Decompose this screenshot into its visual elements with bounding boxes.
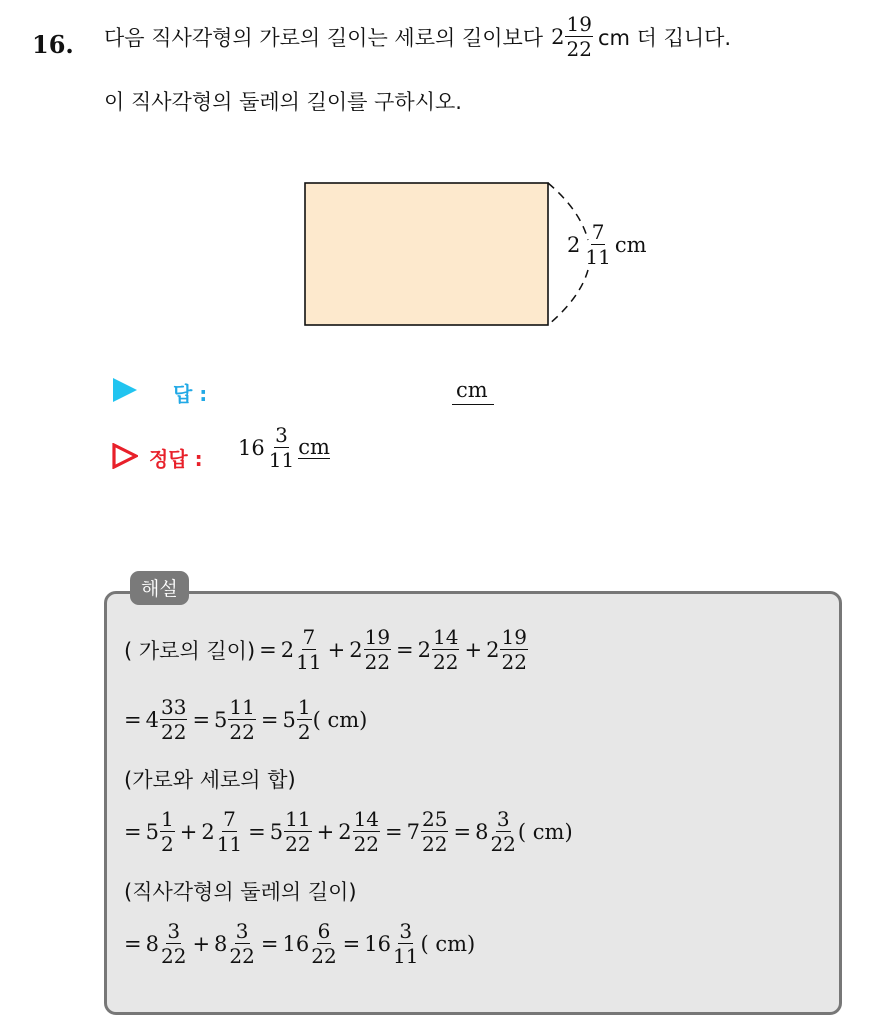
correct-value (238, 425, 330, 470)
numerator: 14 (433, 625, 459, 649)
solution-line-4 (124, 809, 573, 854)
solution-line-3: (가로와 세로의 합) (124, 768, 296, 792)
numerator: 3 (399, 919, 413, 943)
fraction (432, 627, 459, 672)
solution-line-6 (124, 921, 475, 966)
denominator: 22 (229, 944, 255, 968)
mixed-whole: 2 (201, 819, 215, 844)
mixed-whole: 2 (486, 637, 500, 662)
denominator: 22 (364, 650, 391, 674)
mixed-whole: 5 (269, 819, 284, 844)
question-number: 16. (32, 30, 74, 59)
mixed-whole: 16 (282, 931, 310, 956)
height-unit: cm (614, 232, 647, 257)
equals-sign: = (260, 707, 279, 732)
denominator: 11 (216, 832, 243, 856)
fraction (228, 697, 255, 742)
correct-fraction-numerator: 3 (275, 423, 288, 447)
mixed-whole: 8 (214, 931, 228, 956)
question-text-suffix: cm 더 깁니다. (597, 25, 732, 50)
plus-sign: + (316, 819, 335, 844)
numerator: 11 (285, 807, 311, 831)
equals-sign: = (342, 931, 361, 956)
height-fraction (584, 222, 611, 267)
numerator: 25 (422, 807, 448, 831)
numerator: 1 (297, 695, 311, 719)
equals-sign: = (385, 819, 403, 844)
unit-cm: ( cm) (420, 931, 476, 956)
height-brace-bottom (548, 270, 588, 325)
answer-arrow-icon (112, 377, 138, 403)
numerator: 1 (160, 807, 174, 831)
mixed-whole: 2 (417, 637, 432, 662)
denominator: 22 (490, 832, 516, 856)
fraction (297, 697, 312, 742)
numerator: 6 (317, 919, 331, 943)
fraction (284, 809, 311, 854)
equals-sign: = (453, 819, 472, 844)
mixed-whole: 5 (214, 707, 228, 732)
question-fraction (565, 14, 592, 59)
answer-unit: cm (456, 378, 488, 402)
fraction (295, 627, 322, 672)
unit-cm: ( cm) (517, 819, 573, 844)
equals-sign: = (124, 931, 142, 956)
solution-line-1 (124, 627, 529, 672)
mixed-whole: 2 (338, 819, 352, 844)
plus-sign: + (327, 637, 346, 662)
equals-sign: = (260, 931, 279, 956)
question-text-prefix: 다음 직사각형의 가로의 길이는 세로의 길이보다 (104, 25, 544, 50)
correct-unit: cm (298, 434, 330, 459)
numerator: 11 (229, 695, 255, 719)
equals-sign: = (248, 819, 266, 844)
question-fraction-numerator: 19 (566, 12, 592, 36)
mixed-whole: 2 (280, 637, 295, 662)
mixed-whole: 8 (475, 819, 489, 844)
mixed-whole: 2 (349, 637, 363, 662)
answer-label: 답 : (173, 382, 208, 406)
height-label (567, 222, 647, 267)
numerator: 3 (235, 919, 249, 943)
rectangle-figure (290, 170, 610, 340)
correct-whole: 16 (238, 435, 265, 460)
fraction (392, 921, 419, 966)
solution-l1-eq: = (259, 637, 277, 662)
fraction (364, 627, 391, 672)
mixed-whole: 4 (145, 707, 159, 732)
correct-fraction-denominator: 11 (268, 448, 295, 472)
equals-sign: = (124, 819, 142, 844)
numerator: 19 (364, 625, 391, 649)
mixed-whole: 16 (364, 931, 392, 956)
denominator: 2 (297, 720, 311, 744)
plus-sign: + (464, 637, 483, 662)
question-mixed-whole: 2 (551, 24, 565, 49)
mixed-whole: 8 (145, 931, 159, 956)
fraction (160, 697, 187, 742)
fraction (160, 921, 187, 966)
correct-label: 정답 : (149, 447, 203, 471)
denominator: 2 (160, 832, 174, 856)
unit-cm: ( cm) (312, 707, 368, 732)
height-whole: 2 (567, 232, 581, 257)
denominator: 11 (296, 650, 322, 674)
question-fraction-denominator: 22 (566, 37, 592, 61)
denominator: 22 (311, 944, 337, 968)
fraction (228, 921, 255, 966)
equals-sign: = (124, 707, 142, 732)
mixed-whole: 5 (282, 707, 296, 732)
solution-line-2 (124, 697, 367, 742)
fraction (216, 809, 243, 854)
numerator: 3 (496, 807, 510, 831)
numerator: 7 (302, 625, 316, 649)
correct-arrow-icon (112, 443, 138, 469)
fraction (489, 809, 516, 854)
plus-sign: + (179, 819, 198, 844)
mixed-whole: 5 (145, 819, 159, 844)
fraction (160, 809, 175, 854)
numerator: 19 (501, 625, 527, 649)
numerator: 14 (353, 807, 380, 831)
denominator: 22 (422, 832, 448, 856)
height-fraction-numerator: 7 (591, 220, 605, 244)
question-line-1 (104, 14, 731, 59)
numerator: 7 (223, 807, 236, 831)
fraction (310, 921, 337, 966)
equals-sign: = (192, 707, 211, 732)
correct-fraction (268, 425, 295, 470)
fraction (353, 809, 380, 854)
solution-l1-label: ( 가로의 길이) (124, 638, 256, 663)
plus-sign: + (192, 931, 211, 956)
mixed-whole: 7 (406, 819, 421, 844)
fraction (500, 627, 527, 672)
denominator: 22 (501, 650, 527, 674)
solution-line-5: (직사각형의 둘레의 길이) (124, 880, 357, 904)
denominator: 22 (353, 832, 380, 856)
numerator: 3 (167, 919, 181, 943)
fraction (421, 809, 448, 854)
denominator: 22 (285, 832, 311, 856)
denominator: 22 (160, 944, 187, 968)
denominator: 22 (160, 720, 187, 744)
height-fraction-denominator: 11 (585, 245, 611, 269)
rectangle-shape (305, 183, 548, 325)
equals-sign: = (396, 637, 414, 662)
denominator: 22 (433, 650, 459, 674)
solution-tag: 해설 (130, 571, 189, 605)
denominator: 22 (229, 720, 255, 744)
denominator: 11 (393, 944, 419, 968)
question-line-2: 이 직사각형의 둘레의 길이를 구하시오. (104, 90, 462, 114)
numerator: 33 (160, 695, 187, 719)
